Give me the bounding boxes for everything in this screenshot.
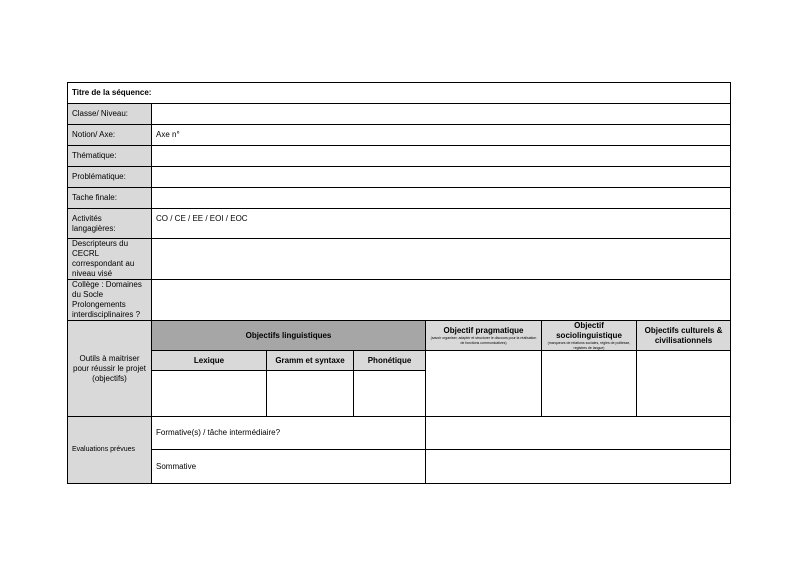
lexique-field[interactable] xyxy=(152,371,267,417)
gramm-syntaxe-field[interactable] xyxy=(267,371,354,417)
evaluations-label: Evaluations prévues xyxy=(68,417,152,484)
phonetique-header: Phonétique xyxy=(354,351,426,371)
sequence-form-table xyxy=(67,82,731,484)
objectif-pragmatique-header xyxy=(426,321,542,351)
activites-value: CO / CE / EE / EOI / EOC xyxy=(156,214,248,223)
tache-finale-label: Tache finale: xyxy=(68,188,152,209)
descripteurs-field[interactable] xyxy=(152,239,731,280)
descripteurs-label: Descripteurs du CECRL correspondant au niveau visé xyxy=(68,239,152,280)
thematique-field[interactable] xyxy=(152,146,731,167)
notion-value: Axe n° xyxy=(156,130,180,139)
classe-field[interactable] xyxy=(152,104,731,125)
sommative-value-field[interactable] xyxy=(426,450,731,484)
objectifs-culturels-header: Objectifs culturels & civilisationnels xyxy=(637,321,731,351)
tache-finale-field[interactable] xyxy=(152,188,731,209)
objectifs-culturels-field[interactable] xyxy=(637,351,731,417)
objectifs-linguistiques-header: Objectifs linguistiques xyxy=(152,321,426,351)
gramm-syntaxe-header: Gramm et syntaxe xyxy=(267,351,354,371)
outils-label: Outils à maitriser pour réussir le projet (objectifs) xyxy=(68,321,152,417)
notion-label: Notion/ Axe: xyxy=(68,125,152,146)
college-label: Collège : Domaines du Socle Prolongements interdisciplinaires ? xyxy=(68,280,152,321)
activites-label: Activités langagières: xyxy=(68,209,152,239)
formative-field[interactable] xyxy=(152,417,426,450)
objectif-sociolinguistique-subtitle: (marqueurs de relations sociales, règles de politesse, registres de langue) xyxy=(547,341,631,350)
formative-label: Formative(s) / tâche intermédiaire? xyxy=(156,428,281,437)
sommative-label: Sommative xyxy=(156,461,197,471)
activites-field[interactable] xyxy=(152,209,731,239)
objectif-pragmatique-title: Objectif pragmatique xyxy=(443,326,524,335)
objectif-sociolinguistique-field[interactable] xyxy=(542,351,637,417)
classe-label: Classe/ Niveau: xyxy=(68,104,152,125)
problematique-field[interactable] xyxy=(152,167,731,188)
problematique-label: Problématique: xyxy=(68,167,152,188)
objectif-pragmatique-subtitle: (savoir organiser, adapter et structurer le discours pour la réalisation de fonctions communicatives) xyxy=(430,336,537,345)
objectif-sociolinguistique-title: Objectif sociolinguistique xyxy=(556,321,622,340)
thematique-label: Thématique: xyxy=(68,146,152,167)
lexique-header: Lexique xyxy=(152,351,267,371)
notion-field[interactable] xyxy=(152,125,731,146)
phonetique-field[interactable] xyxy=(354,371,426,417)
sequence-title-label: Titre de la séquence: xyxy=(72,88,152,97)
objectif-pragmatique-field[interactable] xyxy=(426,351,542,417)
college-field[interactable] xyxy=(152,280,731,321)
sommative-field[interactable] xyxy=(152,450,426,484)
sequence-title-field[interactable] xyxy=(68,83,731,104)
formative-value-field[interactable] xyxy=(426,417,731,450)
objectif-sociolinguistique-header xyxy=(542,321,637,351)
